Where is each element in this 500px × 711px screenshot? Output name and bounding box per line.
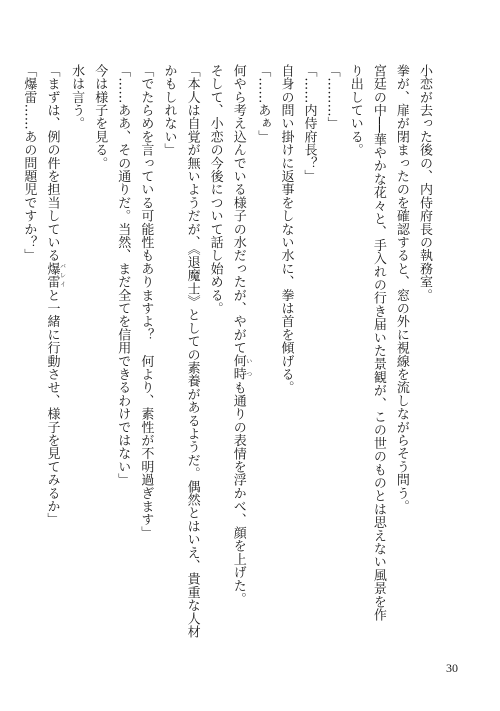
text-line-17: 「まずは、例の件を担当している爆雷 バレイと一緒に行動させ、様子を見てみるか」 [44, 64, 66, 527]
vertical-text-body [21, 64, 436, 639]
text-line-15: 今は様子を見る。 [92, 64, 108, 170]
page-number: 30 [446, 661, 458, 675]
text-line-16: 水は言う。 [69, 64, 85, 130]
text-line-12: かもしれない」 [161, 64, 177, 157]
text-line-7: 自身の問い掛けに返事をしない水に、拳は首を傾げる。 [278, 64, 294, 394]
text-line-6: 「……内侍府長？」 [301, 64, 317, 183]
text-line-4: り出している。 [347, 64, 363, 157]
text-line-8: 「……あぁ」 [255, 64, 271, 144]
text-line-18: 「爆雷……あの問題児ですか？」 [21, 64, 37, 262]
text-line-5: 「………」 [324, 64, 340, 130]
text-line-14: 「……ああ、その通りだ。当然、まだ全てを信用できるわけではない」 [115, 64, 131, 487]
text-line-2: 拳が、扉が閉まったのを確認すると、窓の外に視線を流しながらそう問う。 [393, 64, 409, 513]
ruby-reading-barei: バレイ [58, 262, 66, 289]
text-line-13: 「でたらめを言っている可能性もありますよ？ 何より、素性が不明過ぎます」 [138, 64, 154, 540]
text-line-3: 宮廷の中──華やかな花々と、手入れの行き届いた景観が、この世のものとは思えない風景を作 [370, 64, 386, 622]
text-line-11: 「本人は自覚が無いようだが、《退魔士》としての素養があるようだ。偶然とはいえ、貴重な人材 [184, 64, 200, 639]
ruby-reading-itsu: いつ [244, 354, 252, 381]
text-line-1: 小恋が去った後の、内侍府長の執務室。 [417, 64, 432, 302]
ruby-itsu: 何時 いつ [230, 354, 252, 381]
text-line-9: 何やら考え込んでいる様子の水だったが、やがて何時 いつも通りの表情を浮かべ、顔を上げた。 [230, 64, 252, 606]
text-line-10: そして、小恋の今後について話し始める。 [207, 64, 223, 315]
ruby-barei: 爆雷 バレイ [44, 262, 66, 289]
